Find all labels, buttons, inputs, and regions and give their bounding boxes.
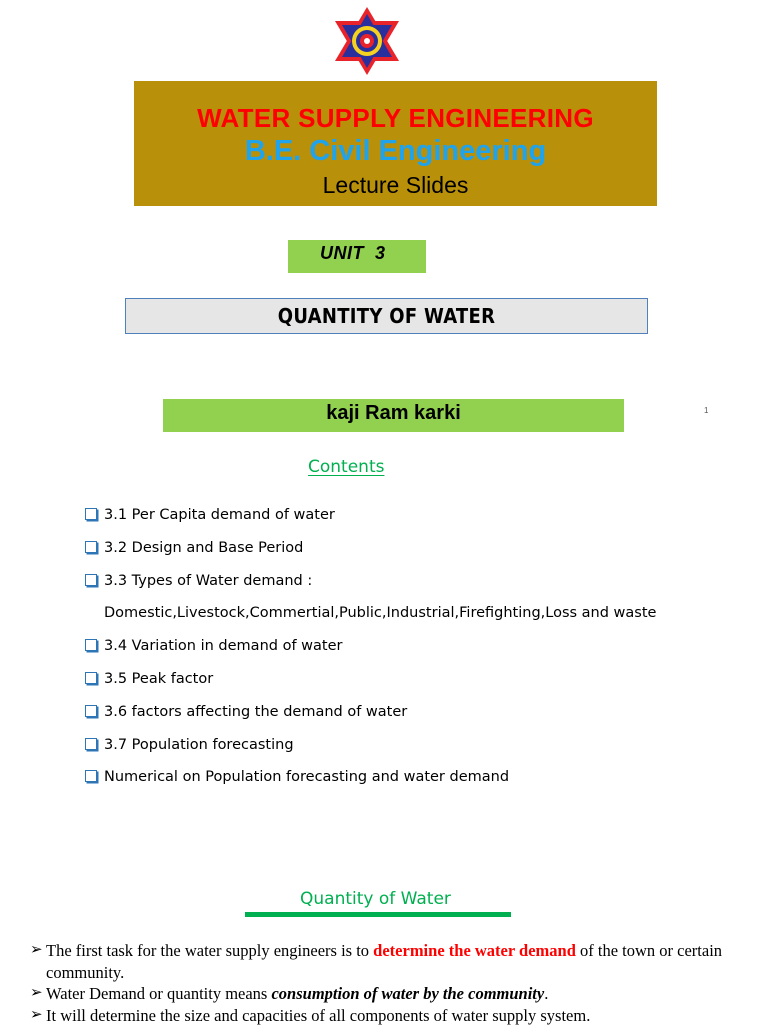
body-text: Water Demand or quantity means [46,984,271,1003]
arrow-bullet-icon: ➢ [30,983,43,1005]
list-item [85,634,765,667]
square-bullet-icon [85,541,97,553]
body-emphasis: determine the water demand [373,941,576,960]
list-item [85,667,765,700]
body-text: It will determine the size and capacities of all components of water supply system. [46,1006,590,1025]
university-emblem-logo [333,5,401,77]
body-text: . [544,984,548,1003]
list-item-text: 3.3 Types of Water demand : [104,573,312,589]
section-heading: Quantity of Water [300,889,451,909]
list-item-text: 3.1 Per Capita demand of water [104,507,335,523]
page-number: 1 [704,406,708,415]
list-item-text: Numerical on Population forecasting and water demand [104,769,509,785]
square-bullet-icon [85,574,97,586]
topic-banner [125,298,648,334]
body-point [30,983,760,1005]
unit-badge [288,240,426,273]
square-bullet-icon [85,738,97,750]
list-item-text: 3.6 factors affecting the demand of water [104,704,407,720]
arrow-bullet-icon: ➢ [30,1005,43,1026]
list-item [85,569,765,602]
list-item-continuation [85,601,765,634]
square-bullet-icon [85,508,97,520]
list-item-text: 3.5 Peak factor [104,671,213,687]
lecture-label: Lecture Slides [134,172,657,199]
body-point [30,940,760,983]
topic-title: QUANTITY OF WATER [278,304,496,328]
course-title: WATER SUPPLY ENGINEERING [134,103,657,134]
list-item-text: Domestic,Livestock,Commertial,Public,Industrial,Firefighting,Loss and waste [104,605,656,621]
course-title-banner [134,81,657,206]
list-item-text: 3.7 Population forecasting [104,737,294,753]
body-text: of the town or certain community. [46,941,722,982]
contents-list [85,503,765,798]
list-item [85,503,765,536]
body-point [30,1005,760,1026]
body-text: The first task for the water supply engineers is to [46,941,373,960]
square-bullet-icon [85,639,97,651]
list-item [85,536,765,569]
square-bullet-icon [85,770,97,782]
author-banner [163,399,624,432]
list-item-text: 3.4 Variation in demand of water [104,638,342,654]
list-item [85,733,765,766]
body-emphasis: consumption of water by the community [271,984,544,1003]
unit-label: UNIT 3 [320,243,386,264]
arrow-bullet-icon: ➢ [30,940,43,962]
list-item-text: 3.2 Design and Base Period [104,540,303,556]
list-item [85,765,765,798]
section-underline [245,912,511,917]
square-bullet-icon [85,705,97,717]
contents-heading: Contents [308,457,384,477]
author-name: kaji Ram karki [326,402,461,425]
program-subtitle: B.E. Civil Engineering [134,135,657,168]
list-item [85,700,765,733]
square-bullet-icon [85,672,97,684]
section-body [30,940,760,1026]
